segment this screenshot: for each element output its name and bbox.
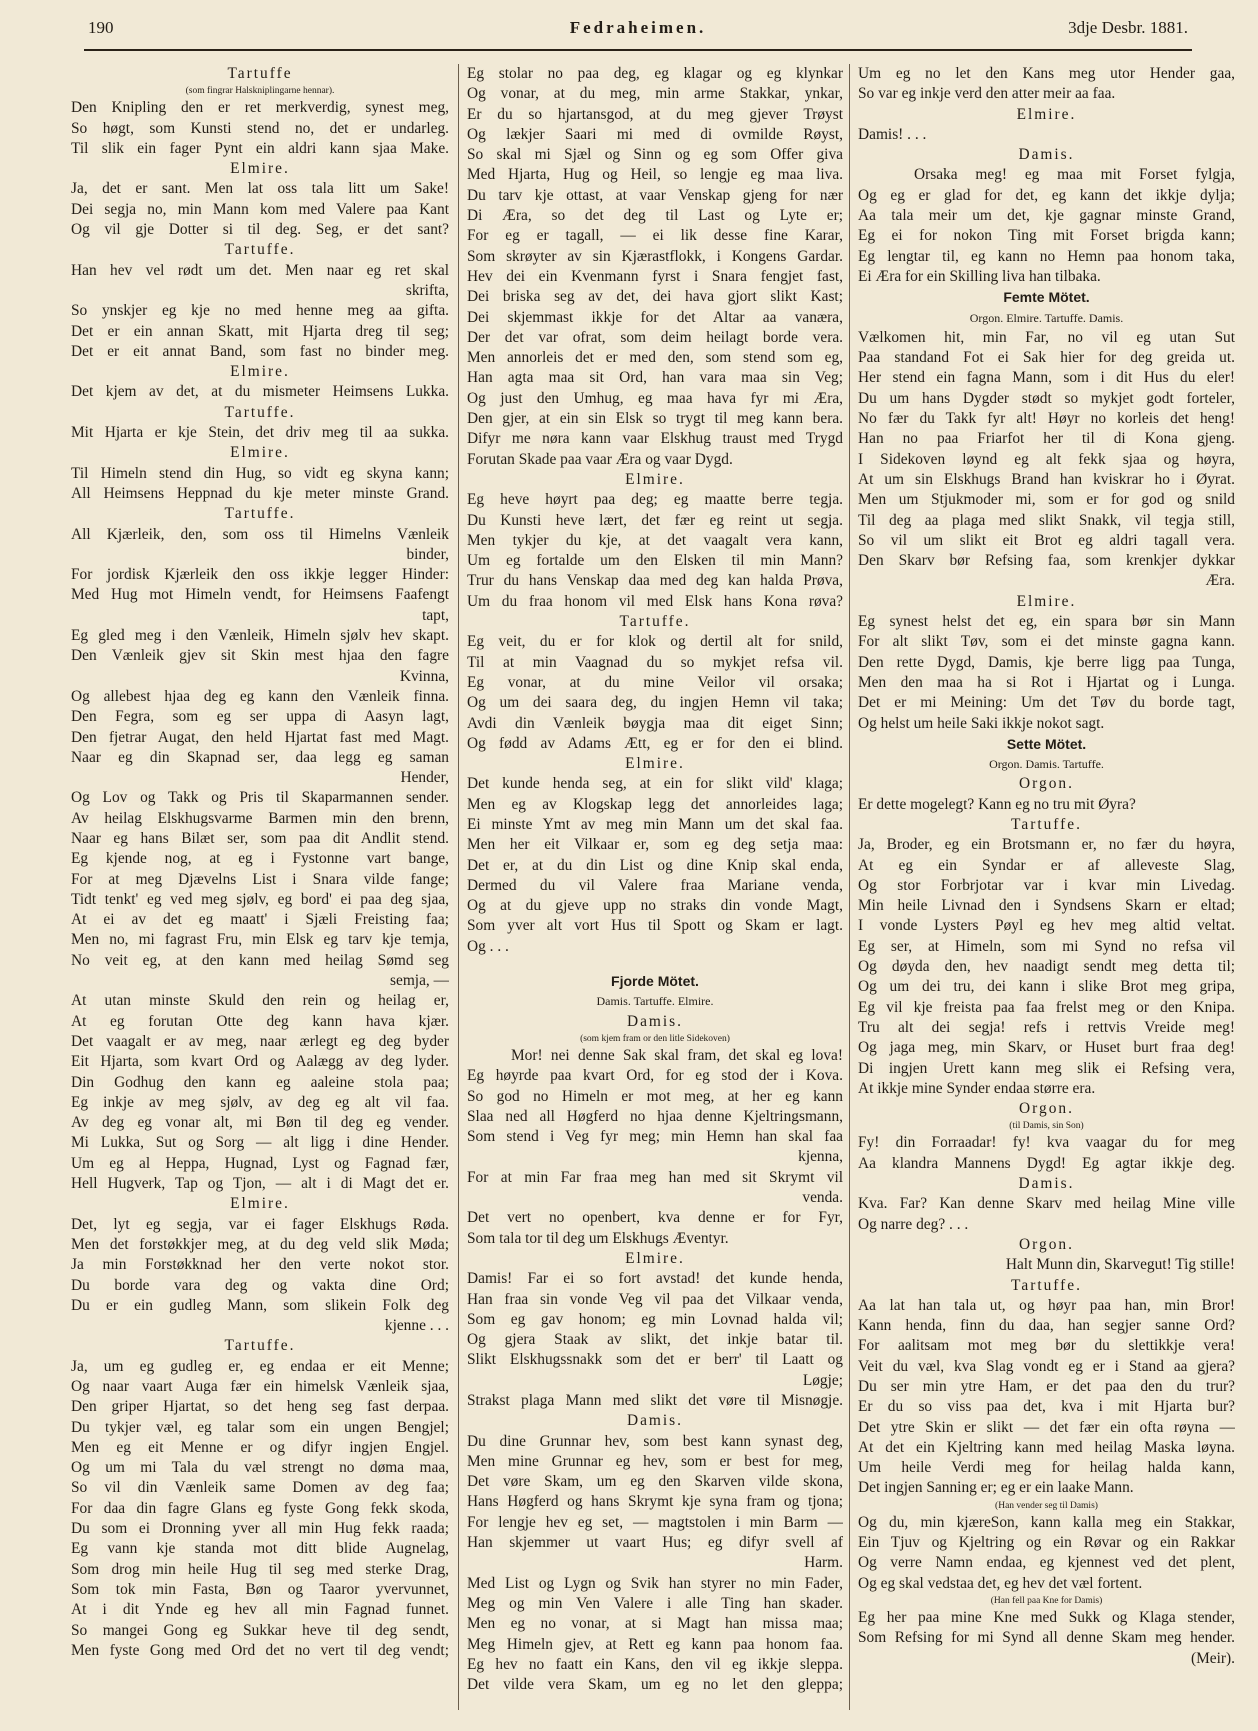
- verse-line: Eg inkje av meg sjølv, av deg eg alt vil faa.: [71, 1093, 449, 1111]
- stage-direction: (som kjem fram or den litle Sidekoven): [580, 1033, 730, 1044]
- verse-line: Naar eg din Skapnad ser, daa legg eg saman: [71, 748, 449, 766]
- verse-line: Din Godhug den kann eg aaleine stola paa;: [71, 1073, 449, 1091]
- verse-line: Men her eit Vilkaar er, som eg deg setja maa:: [467, 836, 843, 854]
- verse-line: Du dine Grunnar hev, som best kann synast deg,: [467, 1432, 843, 1450]
- verse-line: Du Kunsti heve lært, det fær eg reint ut segja.: [467, 511, 843, 529]
- verse-line: Aa lat han tala ut, og høyr paa han, min Bror!: [858, 1296, 1235, 1314]
- verse-line: Slaa ned all Høgferd no hjaa denne Kjeltringsmann,: [467, 1107, 843, 1125]
- speaker-name: Elmire.: [230, 363, 290, 381]
- verse-line: Ei minste Ymt av meg min Mann um det skal faa.: [467, 815, 843, 833]
- verse-line: Det vilde vera Skam, um eg no let den gleppa;: [467, 1676, 843, 1694]
- verse-line: Damis! . . .: [858, 125, 927, 143]
- scene-cast: Orgon. Damis. Tartuffe.: [989, 757, 1104, 772]
- verse-line: Halt Munn din, Skarvegut! Tig stille!: [1005, 1256, 1235, 1274]
- verse-line: Ein Tjuv og Kjeltring og ein Røvar og ein Rakkar: [858, 1534, 1235, 1552]
- verse-line: Her stend ein fagna Mann, som i dit Hus du eler!: [858, 369, 1235, 387]
- verse-line: Men mine Grunnar eg hev, som er best for meg,: [467, 1452, 843, 1470]
- spacer: [467, 957, 843, 971]
- verse-line: Tidt tenkt' eg ved meg sjølv, eg bord' ei paa deg sjaa,: [71, 890, 449, 908]
- verse-line: Kvinna,: [399, 667, 449, 685]
- verse-line: Til at min Vaagnad du so mykjet refsa vil.: [467, 653, 843, 671]
- verse-line: Og vonar, at du meg, min arme Stakkar, ynkar,: [467, 85, 843, 103]
- scene-heading: Femte Mötet.: [1003, 289, 1090, 306]
- verse-line: Og allebest hjaa deg eg kann den Vænleik finna.: [71, 687, 449, 705]
- verse-line: Dermed du vil Valere fraa Mariane venda,: [467, 876, 843, 894]
- verse-line: Det er mi Meining: Um det Tøv du borde tagt,: [858, 694, 1235, 712]
- verse-line: Ja min Forstøkknad her den verte nokot stor.: [71, 1256, 449, 1274]
- verse-line: So vil din Vænleik same Domen av deg faa;: [71, 1479, 449, 1497]
- verse-line: No veit eg, at den kann med heilag Sømd seg: [71, 951, 449, 969]
- verse-line: Den Fegra, som eg ser uppa di Aasyn lagt,: [71, 708, 449, 726]
- verse-line: Orsaka meg! eg maa mit Forset fylgja,: [914, 166, 1235, 184]
- verse-line: Di Æra, so det deg til Last og Lyte er;: [467, 207, 843, 225]
- verse-line: Med Hjarta, Hug og Heil, so lengje eg maa liva.: [467, 166, 843, 184]
- verse-line: Du ser min ytre Ham, er det paa den du trur?: [858, 1378, 1235, 1395]
- verse-line: Og at du gjeve upp no straks din vonde Magt,: [467, 897, 843, 915]
- verse-line: Som eg gav honom; eg min Lovnad halda vil;: [467, 1310, 843, 1328]
- speaker-name: Elmire.: [230, 160, 290, 178]
- verse-line: Tru alt dei segja! refs i rettvis Vreide meg!: [858, 1018, 1235, 1036]
- verse-line: Og eg er glad for det, eg kann det ikkje dylja;: [858, 186, 1235, 204]
- verse-line: Og du, min kjæreSon, kann kalla meg ein Stakkar,: [858, 1513, 1235, 1531]
- verse-line: Av heilag Elskhugsvarme Barmen min den brenn,: [71, 809, 449, 827]
- verse-line: Og just den Umhug, eg maa hava fyr mi Æra,: [467, 389, 843, 407]
- verse-line: Og helst um heile Saki ikkje nokot sagt.: [858, 714, 1105, 732]
- verse-line: Strakst plaga Mann med slikt det vøre til Misnøgje.: [467, 1392, 843, 1409]
- verse-line: Og um dei tru, dei kann i slike Brot meg gripa,: [858, 978, 1235, 996]
- verse-line: At i dit Ynde eg hev all min Fagnad funnet.: [71, 1601, 449, 1619]
- verse-line: For eg er tagall, — ei lik desse fine Karar,: [467, 227, 843, 245]
- speaker-name: Elmire.: [230, 1195, 290, 1213]
- verse-line: Min heile Livnad den i Syndsens Skarn er eltad;: [858, 897, 1235, 915]
- speaker-name: Orgon.: [1019, 1235, 1074, 1253]
- verse-line: Slikt Elskhugssnakk som det er berr' til Laatt og: [467, 1351, 843, 1369]
- verse-line: Eg ei for nokon Ting mit Forset brigda kann;: [858, 227, 1235, 245]
- verse-line: Du er ein gudleg Mann, som slikein Folk deg: [71, 1296, 449, 1314]
- verse-line: Eg kjende nog, at eg i Fystonne vart bange,: [71, 850, 449, 868]
- verse-line: For daa din fagre Glans eg fyste Gong fekk skoda,: [71, 1499, 449, 1517]
- verse-line: Det kunde henda seg, at ein for slikt vild' klaga;: [467, 775, 843, 793]
- verse-line: Den Skarv bør Refsing faa, som krenkjer dykkar: [858, 552, 1235, 570]
- verse-line: Til Himeln stend din Hug, so vidt eg skyna kann;: [71, 464, 449, 482]
- verse-line: Av deg eg vonar alt, mi Bøn til deg eg vender.: [71, 1114, 449, 1132]
- verse-line: So vil um slikt eit Brot eg aldri tagall vera.: [858, 531, 1235, 549]
- verse-line: Fy! din Forraadar! fy! kva vaagar du for meg: [858, 1134, 1235, 1152]
- verse-line: I vonde Lysters Pøyl eg hev meg altid veltat.: [858, 917, 1235, 935]
- speaker-name: Tartuffe.: [619, 613, 691, 631]
- verse-line: Det er ein annan Skatt, mit Hjarta dreg til seg;: [71, 322, 449, 340]
- verse-line: Som tala tor til deg um Elskhugs Æventyr.: [467, 1229, 729, 1247]
- verse-line: Men tykjer du kje, at det vaagalt vera kann,: [467, 531, 843, 549]
- column-divider: [458, 64, 459, 1710]
- verse-line: At ei av det eg maatt' i Sjæli Freisting faa;: [71, 911, 449, 929]
- verse-line: Æra.: [1205, 572, 1235, 590]
- page-number: 190: [88, 18, 114, 37]
- verse-line: Han hev vel rødt um det. Men naar eg ret skal: [71, 261, 449, 279]
- scene-cast: Orgon. Elmire. Tartuffe. Damis.: [969, 310, 1124, 325]
- verse-line: All Kjærleik, den, som oss til Himelns Vænleik: [71, 525, 449, 543]
- speaker-name: Tartuffe.: [1011, 1276, 1082, 1294]
- verse-line: Som tok min Fasta, Bøn og Taaror yvervunnet,: [71, 1580, 449, 1598]
- verse-line: Eg hev no faatt ein Kans, den vil eg ikkje sleppa.: [467, 1655, 843, 1673]
- verse-line: Forutan Skade paa vaar Æra og vaar Dygd.: [467, 450, 733, 468]
- verse-line: Og verre Namn endaa, eg kjennest ved det plent,: [858, 1554, 1235, 1572]
- verse-line: Um eg fortalde um den Elsken til min Mann?: [467, 552, 843, 570]
- verse-line: Som Refsing for mi Synd all denne Skam meg hender.: [858, 1629, 1235, 1647]
- verse-line: For alt slikt Tøv, som ei det minste gagna kann.: [858, 633, 1235, 651]
- verse-line: Um eg no let den Kans meg utor Hender gaa,: [858, 65, 1235, 82]
- speaker-name: Tartuffe.: [224, 1337, 296, 1355]
- verse-line: Hender,: [400, 769, 449, 787]
- verse-line: At eg forutan Otte deg kann hava kjær.: [71, 1012, 449, 1030]
- text-column-3: [858, 64, 1235, 1669]
- verse-line: Og Lov og Takk og Pris til Skaparmannen sender.: [71, 789, 449, 807]
- stage-direction: (Han vender seg til Damis): [995, 1500, 1098, 1511]
- verse-line: No fær du Takk fyr alt! Høyr no korleis det heng!: [858, 410, 1235, 428]
- verse-line: Med Hug mot Himeln vendt, for Heimsens Faafengt: [71, 586, 449, 604]
- speaker-name: Damis.: [626, 1412, 684, 1430]
- verse-line: At um sin Elskhugs Brand han kviskrar ho i Øyrat.: [858, 470, 1235, 488]
- verse-line: Og gjera Staak av slikt, det inkje batar til.: [467, 1331, 843, 1349]
- verse-line: Dei segja no, min Mann kom med Valere paa Kant: [71, 200, 449, 218]
- verse-line: Dei briska seg av det, dei hava gjort slikt Kast;: [467, 288, 843, 306]
- newspaper-title: Fedraheimen.: [569, 18, 707, 37]
- issue-date: 3dje Desbr. 1881.: [1068, 18, 1188, 37]
- verse-line: Vælkomen hit, min Far, no vil eg utan Sut: [858, 328, 1235, 346]
- verse-line: skrifta,: [405, 281, 449, 299]
- verse-line: tapt,: [422, 606, 449, 624]
- verse-line: Han skjemmer ut vaart Hus; eg difyr svell af: [467, 1534, 843, 1552]
- verse-line: Som drog min heile Hug til seg med sterke Drag,: [71, 1560, 449, 1578]
- verse-line: Det er, at du din List og dine Knip skal enda,: [467, 856, 843, 874]
- verse-line: (Meir).: [1190, 1649, 1235, 1667]
- verse-line: Den griper Hjartat, so det heng seg fast derpaa.: [71, 1398, 449, 1416]
- verse-line: For lengje hev eg set, — magtstolen i min Barm —: [467, 1513, 843, 1531]
- speaker-name: Elmire.: [230, 444, 290, 462]
- text-column-1: [71, 64, 449, 1661]
- verse-line: So ynskjer eg kje no med henne meg aa gifta.: [71, 302, 449, 320]
- verse-line: Som stend i Veg fyr meg; min Hemn han skal faa: [467, 1128, 843, 1146]
- verse-line: Aa klandra Mannens Dygd! Eg agtar ikkje deg.: [858, 1154, 1235, 1172]
- verse-line: Mi Lukka, Sut og Sorg — alt ligg i dine Hender.: [71, 1134, 449, 1152]
- verse-line: Aa tala meir um det, kje gagnar minste Grand,: [858, 207, 1235, 225]
- verse-line: Paa standand Fot ei Sak hier for deg greida ut.: [858, 349, 1235, 367]
- verse-line: At ikkje mine Synder endaa større era.: [858, 1079, 1096, 1097]
- verse-line: Er du so hjartansgod, at du meg gjever Trøyst: [467, 105, 843, 123]
- verse-line: Ja, um eg gudleg er, eg endaa er eit Menne;: [71, 1357, 449, 1375]
- verse-line: Hev dei ein Kvenmann fyrst i Snara fengjet fast,: [467, 267, 843, 285]
- verse-line: Som skrøyter av sin Kjærastflokk, i Kongens Gardar.: [467, 247, 843, 265]
- verse-line: binder,: [406, 545, 449, 563]
- verse-line: Er dette mogelegt? Kann eg no tru mit Øyra?: [858, 795, 1136, 813]
- verse-line: Eg vonar, at du mine Veilor vil orsaka;: [467, 673, 843, 691]
- scene-heading: Fjorde Mötet.: [611, 973, 699, 990]
- verse-line: Og stor Forbrjotar var i kvar min Livedag.: [858, 876, 1235, 894]
- verse-line: Ei Æra for ein Skilling liva han tilbaka.: [858, 267, 1101, 285]
- verse-line: Eg ser, at Himeln, som mi Synd no refsa vil: [858, 937, 1235, 955]
- verse-line: Det vaagalt er av meg, naar ærlegt eg deg byder: [71, 1032, 449, 1050]
- verse-line: Men det forstøkkjer meg, at du deg veld slik Møda;: [71, 1235, 449, 1253]
- verse-line: So høgt, som Kunsti stend no, det er undarleg.: [71, 119, 449, 137]
- verse-line: Um du fraa honom vil med Elsk hans Kona røva?: [467, 592, 843, 610]
- verse-line: Det vert no openbert, kva denne er for Fyr,: [467, 1209, 843, 1227]
- verse-line: semja, —: [390, 972, 449, 990]
- verse-line: Til slik ein fager Pynt ein aldri kann sjaa Make.: [71, 139, 449, 157]
- verse-line: Han fraa sin vonde Veg vil paa det Vilkaar venda,: [467, 1290, 843, 1308]
- verse-line: Eg synest helst det eg, ein spara bør sin Mann: [858, 613, 1235, 631]
- verse-line: Meg og min Ven Valere i alle Ting han skader.: [467, 1594, 843, 1612]
- verse-line: Til deg aa plaga med slikt Snakk, vil tegja still,: [858, 511, 1235, 529]
- verse-line: Og jaga meg, min Skarv, or Huset burt fraa deg!: [858, 1039, 1235, 1057]
- verse-line: Meg Himeln gjev, at Rett eg kann paa honom faa.: [467, 1635, 843, 1653]
- verse-line: Er du so viss paa det, kva i mit Hjarta bur?: [858, 1398, 1235, 1416]
- verse-line: Han no paa Friarfot her til di Kona gjeng.: [858, 430, 1235, 448]
- verse-line: Dei skjemmast ikkje for det Altar aa vanæra,: [467, 308, 843, 326]
- verse-line: Ja, Broder, eg ein Brotsmann er, no fær du høyra,: [858, 836, 1235, 854]
- verse-line: kjenne . . .: [384, 1317, 449, 1335]
- verse-line: Veit du væl, kva Slag vondt eg er i Stand aa gjera?: [858, 1357, 1235, 1375]
- verse-line: For jordisk Kjærleik den oss ikkje legger Hinder:: [71, 566, 449, 584]
- verse-line: Kann henda, finn du daa, han segjer sanne Ord?: [858, 1317, 1235, 1335]
- verse-line: Eg stolar no paa deg, eg klagar og eg klynkar: [467, 65, 843, 82]
- verse-line: Den Vænleik gjev sit Skin mest hjaa den fagre: [71, 647, 449, 665]
- verse-line: Men eg av Klogskap legg det annorleides laga;: [467, 795, 843, 813]
- speaker-name: Tartuffe.: [224, 505, 296, 523]
- verse-line: Og um mi Tala du væl strengt no døma maa,: [71, 1459, 449, 1477]
- verse-line: So mangei Gong eg Sukkar heve til deg sendt,: [71, 1621, 449, 1639]
- verse-line: Det ytre Skin er slikt — det fær ein ofta røyna —: [858, 1418, 1235, 1436]
- verse-line: Hell Hugverk, Tap og Tjon, — alt i di Magt det er.: [71, 1175, 449, 1193]
- verse-line: Den fjetrar Augat, den held Hjartat fast med Magt.: [71, 728, 449, 746]
- verse-line: Og narre deg? . . .: [858, 1215, 969, 1233]
- verse-line: Og eg skal vedstaa det, eg hev det væl fortent.: [858, 1574, 1143, 1592]
- verse-line: Men eg eit Menne er og difyr ingjen Engjel.: [71, 1438, 449, 1456]
- verse-line: Og um dei saara deg, du ingjen Hemn vil taka;: [467, 694, 843, 712]
- stage-direction: (som fingrar Halskniplingarne hennar).: [185, 86, 335, 97]
- verse-line: Det ingjen Sanning er; eg er ein laake Mann.: [858, 1479, 1134, 1497]
- verse-line: Og vil gje Dotter si til deg. Seg, er det sant?: [71, 221, 449, 239]
- masthead: [88, 18, 1188, 44]
- speaker-name: Damis.: [1018, 1175, 1075, 1193]
- verse-line: Han agta maa sit Ord, han vara maa sin Veg;: [467, 369, 843, 387]
- verse-line: Di ingjen Urett kann meg slik ei Refsing vera,: [858, 1059, 1235, 1077]
- verse-line: At det ein Kjeltring kann med heilag Maska løyna.: [858, 1438, 1235, 1456]
- verse-line: Løgje;: [802, 1371, 843, 1389]
- stage-direction: (Han fell paa Kne for Damis): [990, 1595, 1103, 1606]
- verse-line: Det er eit annat Band, som fast no binder meg.: [71, 342, 449, 360]
- verse-line: Den rette Dygd, Damis, kje berre ligg paa Tunga,: [858, 653, 1235, 671]
- verse-line: All Heimsens Heppnad du kje meter minste Grand.: [71, 484, 449, 502]
- verse-line: Eit Hjarta, som kvart Ord og Aalægg av deg lyder.: [71, 1053, 449, 1071]
- verse-line: Det vøre Skam, um eg den Skarven vilde skona,: [467, 1473, 843, 1491]
- verse-line: Og naar vaart Auga fær ein himelsk Vænleik sjaa,: [71, 1378, 449, 1395]
- verse-line: Eg vil kje freista paa faa frelst meg or den Knipa.: [858, 998, 1235, 1016]
- verse-line: Men fyste Gong med Ord det no vert til deg vendt;: [71, 1641, 449, 1659]
- speaker-name: Elmire.: [625, 470, 685, 488]
- speaker-name: Damis.: [1018, 146, 1075, 164]
- verse-line: Avdi din Vænleik bøygja maa dit eiget Sinn;: [467, 714, 843, 732]
- verse-line: Du tarv kje ottast, at vaar Venskap gjeng for nær: [467, 186, 843, 204]
- speaker-name: Tartuffe.: [224, 241, 296, 259]
- verse-line: Det, lyt eg segja, var ei fager Elskhugs Røda.: [71, 1215, 449, 1233]
- verse-line: I Sidekoven løynd eg alt fekk sjaa og høyra,: [858, 450, 1235, 468]
- verse-line: Damis! Far ei so fort avstad! det kunde henda,: [467, 1270, 843, 1288]
- verse-line: Og . . .: [467, 937, 509, 955]
- verse-line: Den gjer, at ein sin Elsk so trygt til meg kann bera.: [467, 410, 843, 428]
- verse-line: Du som ei Dronning yver all min Hug fekk raada;: [71, 1520, 449, 1538]
- verse-line: Eg vann kje standa mot ditt blide Augnelag,: [71, 1540, 449, 1558]
- verse-line: Um eg al Heppa, Hugnad, Lyst og Fagnad fær,: [71, 1154, 449, 1172]
- verse-line: Eg her paa mine Kne med Sukk og Klaga stender,: [858, 1608, 1235, 1626]
- speaker-name: Tartuffe: [227, 65, 293, 82]
- verse-line: Um heile Verdi meg for heilag halda kann,: [858, 1459, 1235, 1477]
- verse-line: Eg lengtar til, eg kann no Hemn paa honom taka,: [858, 247, 1235, 265]
- speaker-name: Elmire.: [1016, 592, 1077, 610]
- verse-line: Hans Høgferd og hans Skrymt kje syna fram og tjona;: [467, 1493, 843, 1511]
- header-rule: [84, 49, 1192, 51]
- verse-line: At utan minste Skuld den rein og heilag er,: [71, 992, 449, 1010]
- verse-line: Men den maa ha si Rot i Hjartat og i Lunga.: [858, 673, 1235, 691]
- verse-line: Og fødd av Adams Ætt, eg er for den ei blind.: [467, 734, 843, 752]
- speaker-name: Elmire.: [1016, 105, 1077, 123]
- verse-line: Mor! nei denne Sak skal fram, det skal eg lova!: [511, 1046, 843, 1064]
- verse-line: Det kjem av det, at du mismeter Heimsens Lukka.: [71, 383, 449, 401]
- verse-line: Harm.: [804, 1554, 843, 1572]
- verse-line: Eg veit, du er for klok og dertil alt for snild,: [467, 633, 843, 651]
- verse-line: Eg høyrde paa kvart Ord, for eg stod der i Kova.: [467, 1067, 843, 1085]
- scene-cast: Damis. Tartuffe. Elmire.: [596, 994, 714, 1009]
- speaker-name: Tartuffe.: [1011, 815, 1082, 833]
- verse-line: Og døyda den, hev naadigt sendt meg detta til;: [858, 958, 1235, 976]
- speaker-name: Tartuffe.: [224, 403, 296, 421]
- verse-line: Som yver alt vort Hus til Spott og Skam er lagt.: [467, 917, 843, 935]
- verse-line: Du um hans Dygder stødt so mykjet godt forteler,: [858, 389, 1235, 407]
- verse-line: For at meg Djævelns List i Snara vilde fange;: [71, 870, 449, 888]
- verse-line: So var eg inkje verd den atter meir aa faa.: [858, 85, 1116, 103]
- speaker-name: Orgon.: [1019, 775, 1074, 793]
- verse-line: Mit Hjarta er kje Stein, det driv meg til aa sukka.: [71, 424, 449, 442]
- verse-line: So skal mi Sjæl og Sinn og eg som Offer giva: [467, 146, 843, 164]
- column-divider: [849, 64, 850, 1710]
- verse-line: Der det var ofrat, som deim heilagt borde vera.: [467, 328, 843, 346]
- verse-line: Kva. Far? Kan denne Skarv med heilag Mine ville: [858, 1195, 1235, 1213]
- verse-line: venda.: [802, 1189, 843, 1207]
- verse-line: For at min Far fraa meg han med sit Skrymt vil: [467, 1168, 843, 1186]
- verse-line: Men eg no vonar, at si Magt han missa maa;: [467, 1615, 843, 1633]
- verse-line: Naar eg hans Bilæt ser, som paa dit Andlit stend.: [71, 829, 449, 847]
- verse-line: Du borde vara deg og vakta dine Ord;: [71, 1276, 449, 1294]
- speaker-name: Elmire.: [625, 755, 685, 773]
- verse-line: So god no Himeln er mot meg, at her eg kann: [467, 1087, 843, 1105]
- verse-line: Den Knipling den er ret merkverdig, synest meg,: [71, 99, 449, 117]
- text-column-2: [467, 64, 843, 1695]
- verse-line: Eg heve høyrt paa deg; eg maatte berre tegja.: [467, 491, 843, 509]
- verse-line: Men um Stjukmoder mi, som er for god og snild: [858, 491, 1235, 509]
- speaker-name: Damis.: [626, 1012, 684, 1030]
- verse-line: Og lækjer Saari mi med di ovmilde Røyst,: [467, 125, 843, 143]
- verse-line: kjenna,: [798, 1148, 843, 1166]
- stage-direction: (til Damis, sin Son): [1009, 1121, 1084, 1132]
- scene-heading: Sette Mötet.: [1006, 735, 1087, 752]
- verse-line: Ja, det er sant. Men lat oss tala litt um Sake!: [71, 180, 449, 198]
- verse-line: At eg ein Syndar er af alleveste Slag,: [858, 856, 1235, 874]
- speaker-name: Elmire.: [625, 1249, 685, 1267]
- speaker-name: Orgon.: [1019, 1100, 1074, 1118]
- verse-line: For aalitsam mot meg bør du slettikkje vera!: [858, 1337, 1235, 1355]
- verse-line: Trur du hans Venskap daa med deg kan halda Prøva,: [467, 572, 843, 590]
- verse-line: Med List og Lygn og Svik han styrer no min Fader,: [467, 1574, 843, 1592]
- verse-line: Men annorleis det er med den, som stend som eg,: [467, 349, 843, 367]
- verse-line: Men no, mi fagrast Fru, min Elsk eg tarv kje temja,: [71, 931, 449, 949]
- verse-line: Difyr me nøra kann vaar Elskhug traust med Trygd: [467, 430, 843, 448]
- verse-line: Eg gled meg i den Vænleik, Himeln sjølv hev skapt.: [71, 627, 449, 645]
- verse-line: Du tykjer væl, eg talar som ein ungen Bengjel;: [71, 1418, 449, 1436]
